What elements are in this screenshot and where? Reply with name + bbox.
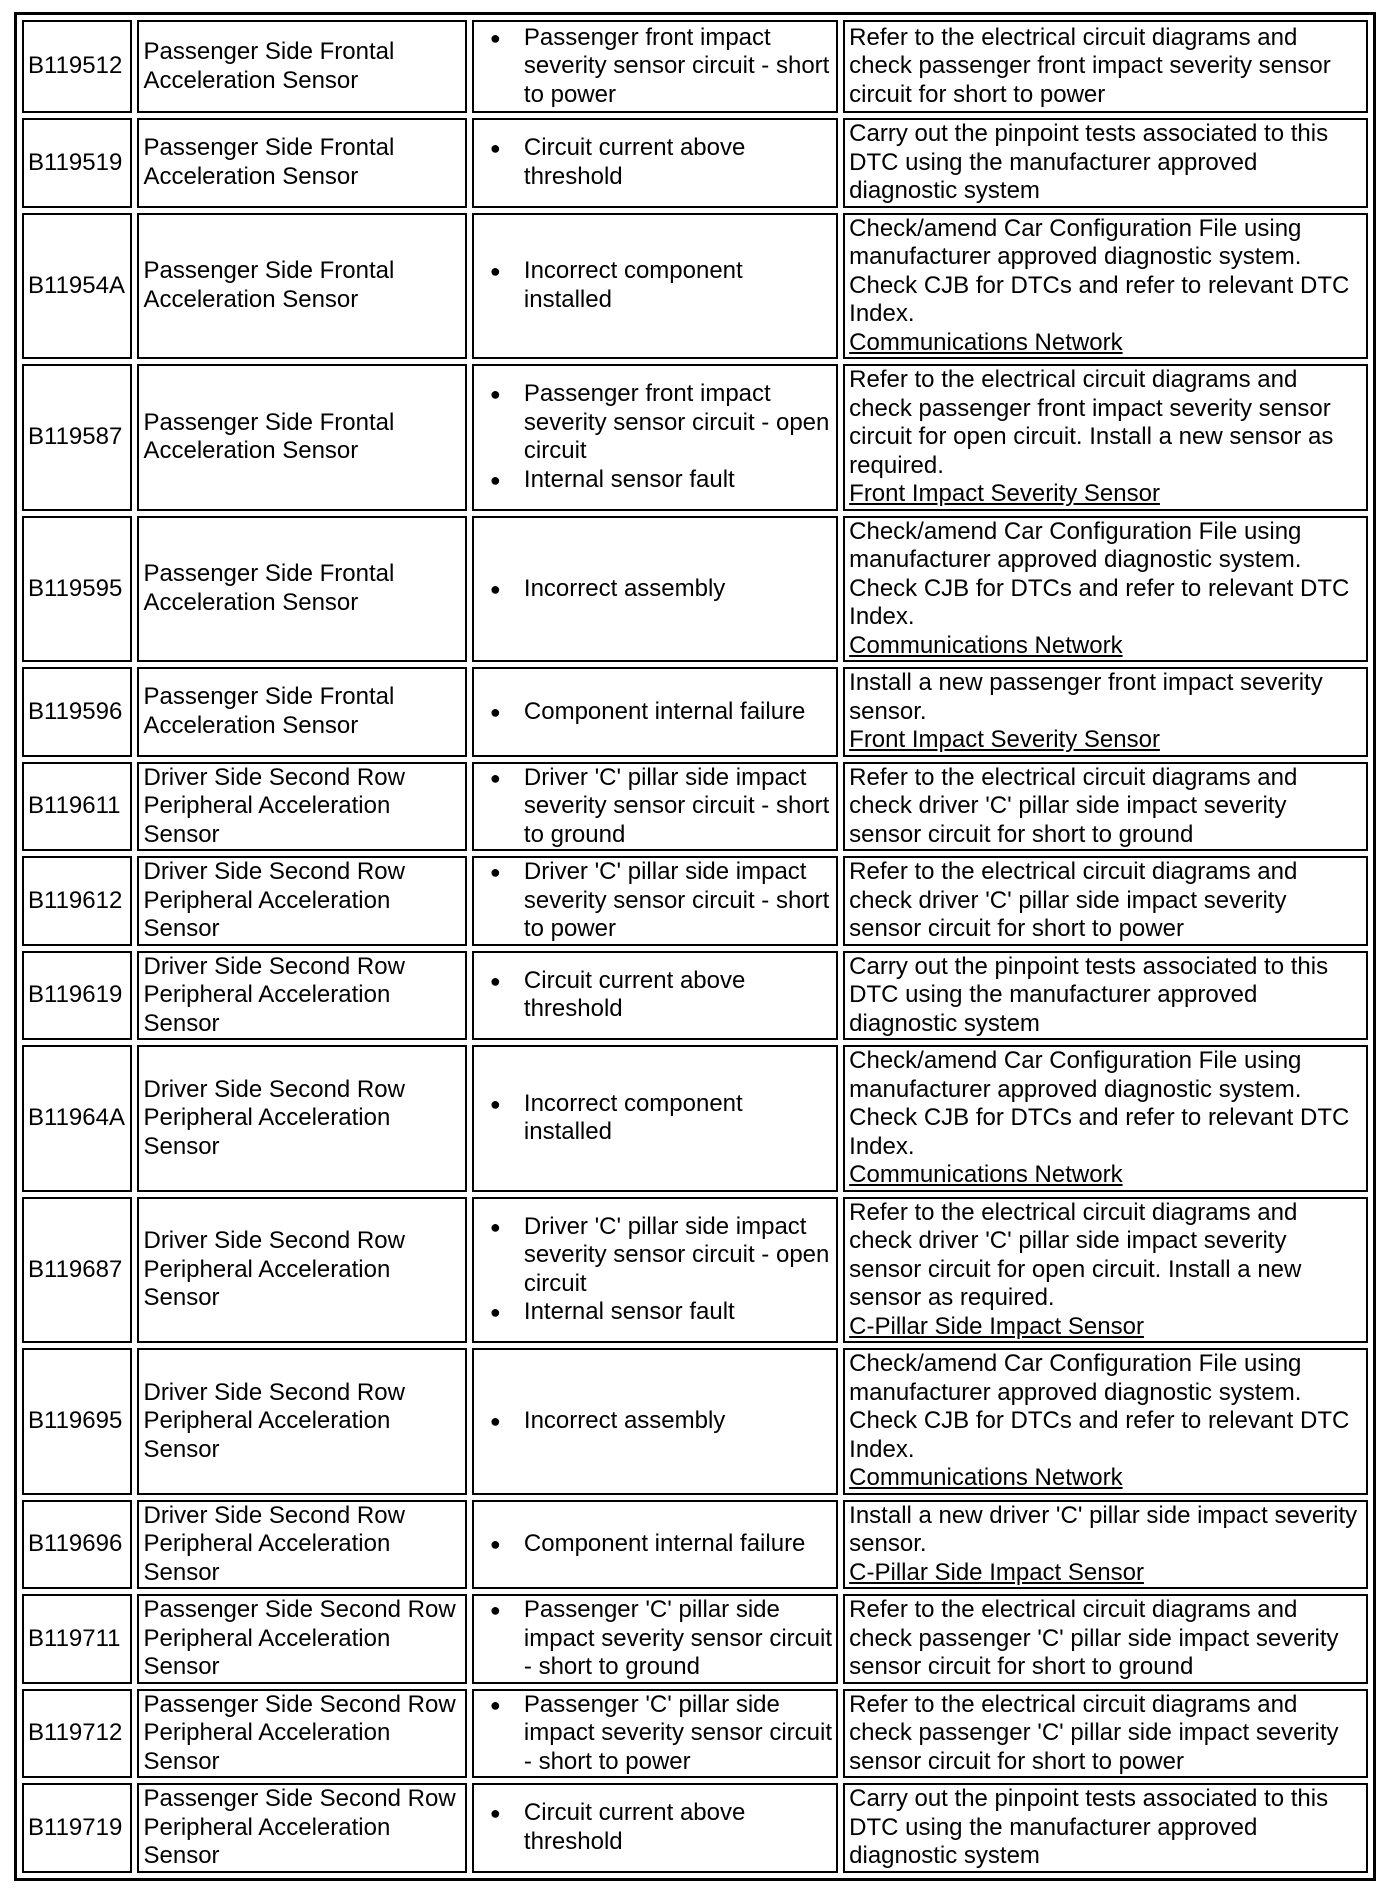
action-text: Refer to the electrical circuit diagrams and check driver 'C' pillar side impact severity sensor circuit for open circuit. Install a new sensor as required. bbox=[849, 1198, 1302, 1311]
dtc-code-cell: B119619 bbox=[22, 951, 132, 1041]
action-text: Refer to the electrical circuit diagrams and check passenger 'C' pillar side impact severity sensor circuit for short to power bbox=[849, 1690, 1339, 1775]
action-text: Check/amend Car Configuration File using manufacturer approved diagnostic system. Check CJB for DTCs and refer to relevant DTC Index. bbox=[849, 1350, 1350, 1463]
dtc-description-cell: Passenger Side Second Row Peripheral Acceleration Sensor bbox=[137, 1594, 466, 1684]
dtc-action-cell bbox=[843, 1348, 1368, 1495]
dtc-causes-cell bbox=[472, 1500, 838, 1590]
reference-link[interactable]: C-Pillar Side Impact Sensor bbox=[849, 1312, 1144, 1340]
dtc-action-cell bbox=[843, 1689, 1368, 1779]
cause-item: ● Passenger front impact severity sensor circuit - short to power bbox=[524, 24, 832, 110]
cause-item: ● Incorrect component installed bbox=[524, 1090, 832, 1147]
dtc-action-cell bbox=[843, 667, 1368, 757]
action-text: Carry out the pinpoint tests associated to this DTC using the manufacturer approved diagnostic system bbox=[849, 1785, 1329, 1869]
dtc-causes-cell bbox=[472, 1045, 838, 1192]
causes-list bbox=[478, 1090, 832, 1147]
action-text: Refer to the electrical circuit diagrams and check driver 'C' pillar side impact severity sensor circuit for short to power bbox=[849, 858, 1298, 942]
causes-list bbox=[478, 257, 832, 314]
dtc-description-cell: Passenger Side Frontal Acceleration Sensor bbox=[137, 118, 466, 208]
dtc-code-cell: B119612 bbox=[22, 856, 132, 946]
table-row bbox=[22, 20, 1368, 113]
cause-item: ● Incorrect assembly bbox=[524, 575, 832, 604]
cause-item: ● Driver 'C' pillar side impact severity sensor circuit - open circuit bbox=[524, 1213, 832, 1299]
cause-item: ● Internal sensor fault bbox=[524, 466, 832, 495]
dtc-description-cell: Passenger Side Frontal Acceleration Sensor bbox=[137, 213, 466, 360]
cause-item: ● Incorrect component installed bbox=[524, 257, 832, 314]
action-text: Check/amend Car Configuration File using manufacturer approved diagnostic system. Check CJB for DTCs and refer to relevant DTC Index. bbox=[849, 517, 1350, 630]
dtc-action-cell bbox=[843, 1783, 1368, 1873]
cause-item: ● Internal sensor fault bbox=[524, 1298, 832, 1327]
dtc-description-cell: Driver Side Second Row Peripheral Acceleration Sensor bbox=[137, 1197, 466, 1344]
dtc-code-cell: B119512 bbox=[22, 20, 132, 113]
dtc-action-cell bbox=[843, 1500, 1368, 1590]
dtc-code-cell: B119696 bbox=[22, 1500, 132, 1590]
table-row bbox=[22, 667, 1368, 757]
action-text: Carry out the pinpoint tests associated to this DTC using the manufacturer approved diagnostic system bbox=[849, 120, 1329, 204]
dtc-action-cell bbox=[843, 516, 1368, 663]
dtc-action-cell bbox=[843, 364, 1368, 511]
cause-item: ● Component internal failure bbox=[524, 1530, 832, 1559]
causes-list bbox=[478, 698, 832, 727]
dtc-action-cell bbox=[843, 951, 1368, 1041]
dtc-code-cell: B11964A bbox=[22, 1045, 132, 1192]
causes-list bbox=[478, 1213, 832, 1327]
dtc-code-cell: B119595 bbox=[22, 516, 132, 663]
reference-link[interactable]: Communications Network bbox=[849, 1464, 1123, 1491]
dtc-causes-cell bbox=[472, 516, 838, 663]
dtc-table-body bbox=[22, 20, 1368, 1873]
dtc-description-cell: Passenger Side Frontal Acceleration Sensor bbox=[137, 667, 466, 757]
action-text: Install a new driver 'C' pillar side impact severity sensor. bbox=[849, 1501, 1358, 1557]
dtc-causes-cell bbox=[472, 1348, 838, 1495]
dtc-code-cell: B119596 bbox=[22, 667, 132, 757]
causes-list bbox=[478, 134, 832, 191]
table-row bbox=[22, 516, 1368, 663]
table-row bbox=[22, 1689, 1368, 1779]
dtc-description-cell: Passenger Side Frontal Acceleration Sensor bbox=[137, 20, 466, 113]
action-text: Carry out the pinpoint tests associated to this DTC using the manufacturer approved diagnostic system bbox=[849, 952, 1329, 1037]
causes-list bbox=[478, 575, 832, 604]
dtc-code-cell: B119687 bbox=[22, 1197, 132, 1344]
cause-item: ● Passenger front impact severity sensor circuit - open circuit bbox=[524, 380, 832, 466]
reference-link[interactable]: Communications Network bbox=[849, 1161, 1123, 1188]
dtc-code-cell: B119719 bbox=[22, 1783, 132, 1873]
reference-link[interactable]: Communications Network bbox=[849, 631, 1123, 659]
dtc-description-cell: Passenger Side Frontal Acceleration Sensor bbox=[137, 516, 466, 663]
dtc-description-cell: Driver Side Second Row Peripheral Acceleration Sensor bbox=[137, 762, 466, 852]
action-text: Refer to the electrical circuit diagrams and check passenger front impact severity sensor circuit for short to power bbox=[849, 23, 1331, 108]
cause-item: ● Driver 'C' pillar side impact severity sensor circuit - short to ground bbox=[524, 764, 832, 850]
dtc-action-cell bbox=[843, 762, 1368, 852]
dtc-description-cell: Passenger Side Second Row Peripheral Acceleration Sensor bbox=[137, 1689, 466, 1779]
action-text: Check/amend Car Configuration File using manufacturer approved diagnostic system. Check CJB for DTCs and refer to relevant DTC Index. bbox=[849, 1047, 1350, 1160]
causes-list bbox=[478, 380, 832, 494]
causes-list bbox=[478, 1407, 832, 1436]
cause-item: ● Driver 'C' pillar side impact severity sensor circuit - short to power bbox=[524, 858, 832, 944]
table-row bbox=[22, 1500, 1368, 1590]
causes-list bbox=[478, 24, 832, 110]
causes-list bbox=[478, 967, 832, 1024]
dtc-table bbox=[14, 12, 1376, 1881]
dtc-causes-cell bbox=[472, 1783, 838, 1873]
cause-item: ● Circuit current above threshold bbox=[524, 1799, 832, 1856]
dtc-code-cell: B119695 bbox=[22, 1348, 132, 1495]
action-text: Install a new passenger front impact severity sensor. bbox=[849, 669, 1323, 725]
action-text: Refer to the electrical circuit diagrams and check driver 'C' pillar side impact severity sensor circuit for short to ground bbox=[849, 763, 1298, 848]
table-row bbox=[22, 762, 1368, 852]
reference-link[interactable]: Communications Network bbox=[849, 328, 1123, 356]
dtc-action-cell bbox=[843, 1197, 1368, 1344]
causes-list bbox=[478, 764, 832, 850]
cause-item: ● Circuit current above threshold bbox=[524, 967, 832, 1024]
dtc-description-cell: Passenger Side Frontal Acceleration Sensor bbox=[137, 364, 466, 511]
table-row bbox=[22, 118, 1368, 208]
table-row bbox=[22, 364, 1368, 511]
dtc-code-cell: B119519 bbox=[22, 118, 132, 208]
dtc-action-cell bbox=[843, 20, 1368, 113]
cause-item: ● Incorrect assembly bbox=[524, 1407, 832, 1436]
dtc-causes-cell bbox=[472, 856, 838, 946]
causes-list bbox=[478, 858, 832, 944]
reference-link[interactable]: C-Pillar Side Impact Sensor bbox=[849, 1558, 1144, 1586]
dtc-code-cell: B119587 bbox=[22, 364, 132, 511]
dtc-description-cell: Driver Side Second Row Peripheral Acceleration Sensor bbox=[137, 856, 466, 946]
causes-list bbox=[478, 1691, 832, 1777]
dtc-causes-cell bbox=[472, 20, 838, 113]
dtc-causes-cell bbox=[472, 213, 838, 360]
table-row bbox=[22, 1348, 1368, 1495]
table-row bbox=[22, 1783, 1368, 1873]
table-row bbox=[22, 856, 1368, 946]
table-row bbox=[22, 951, 1368, 1041]
dtc-action-cell bbox=[843, 1045, 1368, 1192]
dtc-action-cell bbox=[843, 1594, 1368, 1684]
dtc-causes-cell bbox=[472, 118, 838, 208]
dtc-action-cell bbox=[843, 213, 1368, 360]
dtc-action-cell bbox=[843, 118, 1368, 208]
dtc-causes-cell bbox=[472, 364, 838, 511]
dtc-causes-cell bbox=[472, 1689, 838, 1779]
table-row bbox=[22, 1197, 1368, 1344]
action-text: Refer to the electrical circuit diagrams and check passenger 'C' pillar side impact severity sensor circuit for short to ground bbox=[849, 1596, 1339, 1680]
table-row bbox=[22, 213, 1368, 360]
cause-item: ● Passenger 'C' pillar side impact severity sensor circuit - short to ground bbox=[524, 1596, 832, 1682]
dtc-description-cell: Driver Side Second Row Peripheral Acceleration Sensor bbox=[137, 1500, 466, 1590]
dtc-code-cell: B119611 bbox=[22, 762, 132, 852]
dtc-causes-cell bbox=[472, 762, 838, 852]
dtc-description-cell: Driver Side Second Row Peripheral Acceleration Sensor bbox=[137, 1045, 466, 1192]
dtc-causes-cell bbox=[472, 1594, 838, 1684]
cause-item: ● Passenger 'C' pillar side impact severity sensor circuit - short to power bbox=[524, 1691, 832, 1777]
dtc-causes-cell bbox=[472, 667, 838, 757]
causes-list bbox=[478, 1530, 832, 1559]
cause-item: ● Circuit current above threshold bbox=[524, 134, 832, 191]
causes-list bbox=[478, 1596, 832, 1682]
dtc-description-cell: Driver Side Second Row Peripheral Acceleration Sensor bbox=[137, 1348, 466, 1495]
dtc-description-cell: Passenger Side Second Row Peripheral Acceleration Sensor bbox=[137, 1783, 466, 1873]
action-text: Check/amend Car Configuration File using manufacturer approved diagnostic system. Check CJB for DTCs and refer to relevant DTC Index. bbox=[849, 214, 1350, 327]
dtc-causes-cell bbox=[472, 1197, 838, 1344]
dtc-code-cell: B119712 bbox=[22, 1689, 132, 1779]
action-text: Refer to the electrical circuit diagrams and check passenger front impact severity sensor circuit for open circuit. Install a new sensor as required. bbox=[849, 366, 1334, 479]
dtc-code-cell: B11954A bbox=[22, 213, 132, 360]
table-row bbox=[22, 1045, 1368, 1192]
dtc-code-cell: B119711 bbox=[22, 1594, 132, 1684]
dtc-description-cell: Driver Side Second Row Peripheral Acceleration Sensor bbox=[137, 951, 466, 1041]
table-row bbox=[22, 1594, 1368, 1684]
reference-link[interactable]: Front Impact Severity Sensor bbox=[849, 726, 1160, 753]
cause-item: ● Component internal failure bbox=[524, 698, 832, 727]
dtc-action-cell bbox=[843, 856, 1368, 946]
causes-list bbox=[478, 1799, 832, 1856]
dtc-causes-cell bbox=[472, 951, 838, 1041]
reference-link[interactable]: Front Impact Severity Sensor bbox=[849, 480, 1160, 507]
